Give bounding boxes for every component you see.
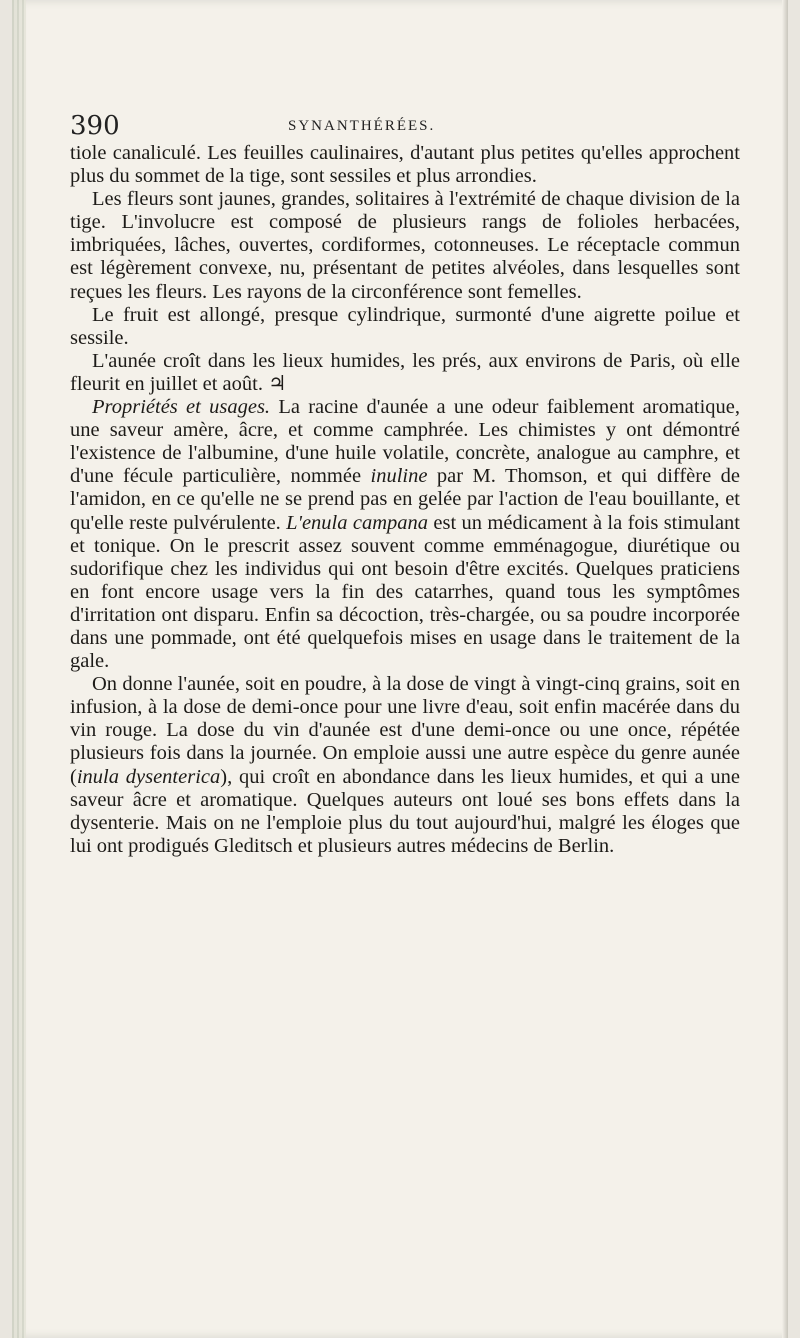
italic-text: L'enula campana: [286, 511, 429, 534]
text-run: par M. Thomson, et qui diffère de l'amidon, en ce qu'elle ne se prend pas en gelée par l'action de l'eau bouillante, et qu'elle reste pulvérulente.: [70, 465, 741, 534]
text-run: tiole canaliculé. Les feuilles caulinaires, d'autant plus petites qu'elles approchent plus du sommet de la tige, sont sessiles et plus arrondies.: [70, 142, 740, 188]
italic-text: Propriétés et usages.: [92, 396, 271, 419]
text-run: Le fruit est allongé, presque cylindrique, surmonté d'une aigrette poilue et sessile.: [70, 303, 740, 349]
page-edge: [782, 0, 788, 1338]
paragraph: [70, 396, 740, 673]
page-gutter: [12, 0, 26, 1338]
text-run: On donne l'aunée, soit en poudre, à la dose de vingt à vingt-cinq grains, soit en infusion, à la dose de demi-once pour une livre d'eau, soit enfin macérée dans du vin rouge. La dose du vin d'aunée est d'une demi-once ou une once, répétée plusieurs fois dans la journée. On emploie aussi une autre espèce du genre aunée (: [70, 673, 740, 788]
italic-text: inuline: [370, 465, 428, 488]
page-header: [70, 112, 735, 140]
italic-text: inula dysenterica: [76, 765, 221, 788]
text-run: La racine d'aunée a une odeur faiblement aromatique, une saveur amère, âcre, et comme camphrée. Les chimistes y ont démontré l'existence de l'albumine, d'une huile volatile, concrète, analogue au camphre, et d'une fécule particulière, nommée: [70, 396, 740, 488]
paragraph: [70, 142, 740, 188]
text-run: est un médicament à la fois stimulant et tonique. On le prescrit assez souvent comme emménagogue, diurétique ou sudorifique chez les individus qui ont besoin d'être excités. Quelques praticiens en font encore usage vers la fin des catarrhes, quand tous les symptômes d'irritation ont disparu. Enfin sa décoction, très-chargée, ou sa poudre incorporée dans une pommade, ont été quelquefois mises en usage dans le traitement de la gale.: [70, 511, 740, 673]
body-text: [70, 142, 740, 858]
text-run: ), qui croît en abondance dans les lieux humides, et qui a une saveur âcre et aromatique. Quelques auteurs ont loué ses bons effets dans la dysenterie. Mais on ne l'emploie plus du tout aujourd'hui, malgré les éloges que lui ont prodigués Gleditsch et plusieurs autres médecins de Berlin.: [70, 765, 740, 857]
paragraph: [70, 350, 740, 396]
page-number: 390: [70, 111, 120, 141]
text-run: L'aunée croît dans les lieux humides, les prés, aux environs de Paris, où elle fleurit en juillet et août. ♃: [70, 349, 740, 395]
paragraph: [70, 304, 740, 350]
paragraph: [70, 188, 740, 303]
running-head: SYNANTHÉRÉES.: [288, 118, 436, 134]
paragraph: [70, 673, 740, 858]
text-run: Les fleurs sont jaunes, grandes, solitaires à l'extrémité de chaque division de la tige. L'involucre est composé de plusieurs rangs de folioles herbacées, imbriquées, lâches, ouvertes, cordiformes, cotonneuses. Le réceptacle commun est légèrement convexe, nu, présentant de petites alvéoles, dans lesquelles sont reçues les fleurs. Les rayons de la circonférence sont femelles.: [70, 188, 740, 303]
